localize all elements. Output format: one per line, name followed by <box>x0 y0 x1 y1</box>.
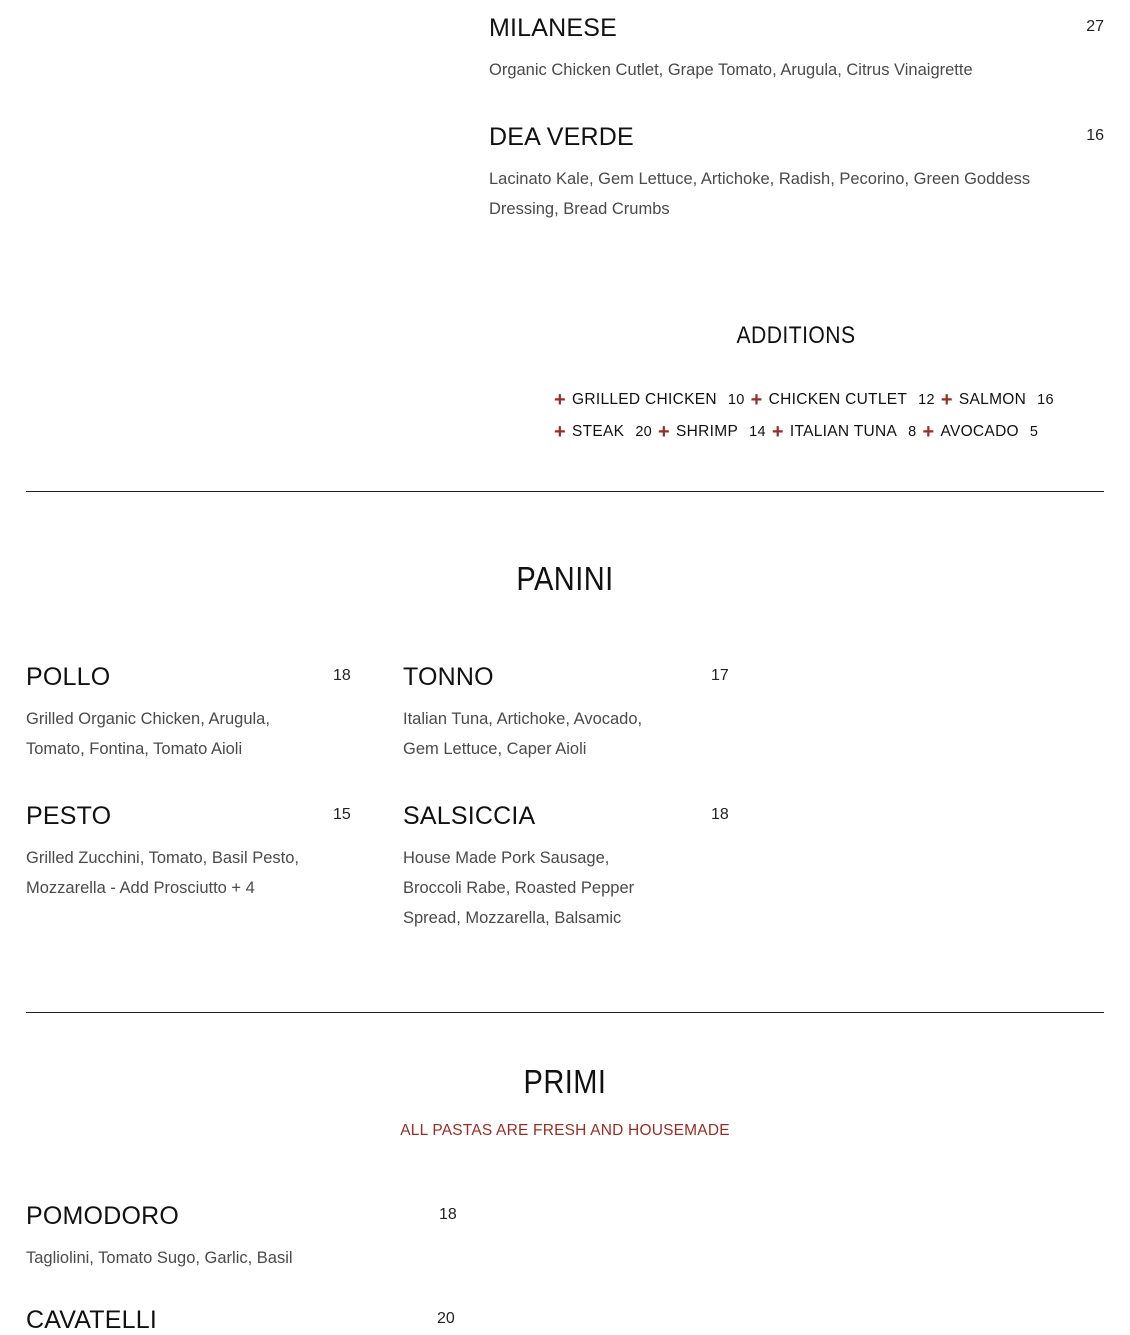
addition-item <box>922 422 1044 442</box>
item-description: Organic Chicken Cutlet, Grape Tomato, Arugula, Citrus Vinaigrette <box>489 61 973 79</box>
plus-icon: + <box>658 421 671 443</box>
additions-title: ADDITIONS <box>736 322 856 349</box>
section-divider <box>26 491 1104 492</box>
plus-icon: + <box>554 421 566 443</box>
plus-icon: + <box>771 421 784 443</box>
plus-icon: + <box>940 389 953 411</box>
item-name: CAVATELLI <box>26 1306 158 1334</box>
addition-price: 5 <box>1029 424 1039 440</box>
item-description: Grilled Organic Chicken, Arugula, Tomato, Fontina, Tomato Aioli <box>26 710 270 758</box>
addition-price: 8 <box>908 424 917 440</box>
item-name: PESTO <box>26 802 112 830</box>
item-name: POLLO <box>26 663 111 691</box>
section-title: PANINI <box>516 560 614 597</box>
addition-name: STEAK <box>571 423 625 440</box>
item-price: 27 <box>1086 18 1104 35</box>
addition-price: 14 <box>749 424 766 440</box>
additions-row-2 <box>554 422 1044 442</box>
plus-icon: + <box>922 421 935 443</box>
section-divider <box>26 1012 1104 1013</box>
addition-price: 20 <box>635 424 653 440</box>
addition-name: AVOCADO <box>940 423 1019 440</box>
addition-item <box>751 390 941 410</box>
additions-section <box>596 322 996 350</box>
addition-price: 12 <box>918 392 935 408</box>
item-name: MILANESE <box>489 14 618 42</box>
item-price: 18 <box>439 1206 457 1223</box>
item-name: TONNO <box>403 663 494 691</box>
addition-item <box>772 422 923 442</box>
additions-row-1 <box>554 390 1060 410</box>
item-description: Tagliolini, Tomato Sugo, Garlic, Basil <box>26 1249 293 1267</box>
item-name: POMODORO <box>26 1202 179 1230</box>
item-description: House Made Pork Sausage, Broccoli Rabe, Roasted Pepper Spread, Mozzarella, Balsamic <box>403 849 635 927</box>
panini-header <box>0 560 1130 598</box>
item-price: 16 <box>1086 127 1104 144</box>
addition-item <box>554 390 751 410</box>
addition-price: 16 <box>1037 392 1054 408</box>
item-name: DEA VERDE <box>489 123 634 151</box>
primi-header <box>0 1063 1130 1101</box>
item-price: 18 <box>333 667 351 684</box>
item-description: Grilled Zucchini, Tomato, Basil Pesto, Mozzarella - Add Prosciutto + 4 <box>26 849 299 897</box>
addition-name: GRILLED CHICKEN <box>571 391 717 408</box>
item-price: 20 <box>437 1310 455 1327</box>
addition-item <box>941 390 1060 410</box>
item-description: Italian Tuna, Artichoke, Avocado, Gem Lettuce, Caper Aioli <box>403 710 643 758</box>
addition-name: ITALIAN TUNA <box>789 423 898 440</box>
addition-name: SHRIMP <box>676 423 739 440</box>
addition-name: SALMON <box>958 391 1027 408</box>
section-subtitle: ALL PASTAS ARE FRESH AND HOUSEMADE <box>400 1122 730 1139</box>
primi-subtitle-wrap <box>0 1122 1130 1140</box>
addition-item <box>658 422 772 442</box>
addition-item <box>554 422 658 442</box>
item-price: 17 <box>711 667 729 684</box>
plus-icon: + <box>750 389 763 411</box>
item-description: Lacinato Kale, Gem Lettuce, Artichoke, Radish, Pecorino, Green Goddess Dressing, Bread Crumbs <box>489 170 1031 218</box>
item-price: 15 <box>333 806 351 823</box>
addition-name: CHICKEN CUTLET <box>768 391 908 408</box>
item-price: 18 <box>711 806 729 823</box>
plus-icon: + <box>554 389 566 411</box>
item-name: SALSICCIA <box>403 802 536 830</box>
section-title: PRIMI <box>523 1063 607 1100</box>
addition-price: 10 <box>727 392 745 408</box>
